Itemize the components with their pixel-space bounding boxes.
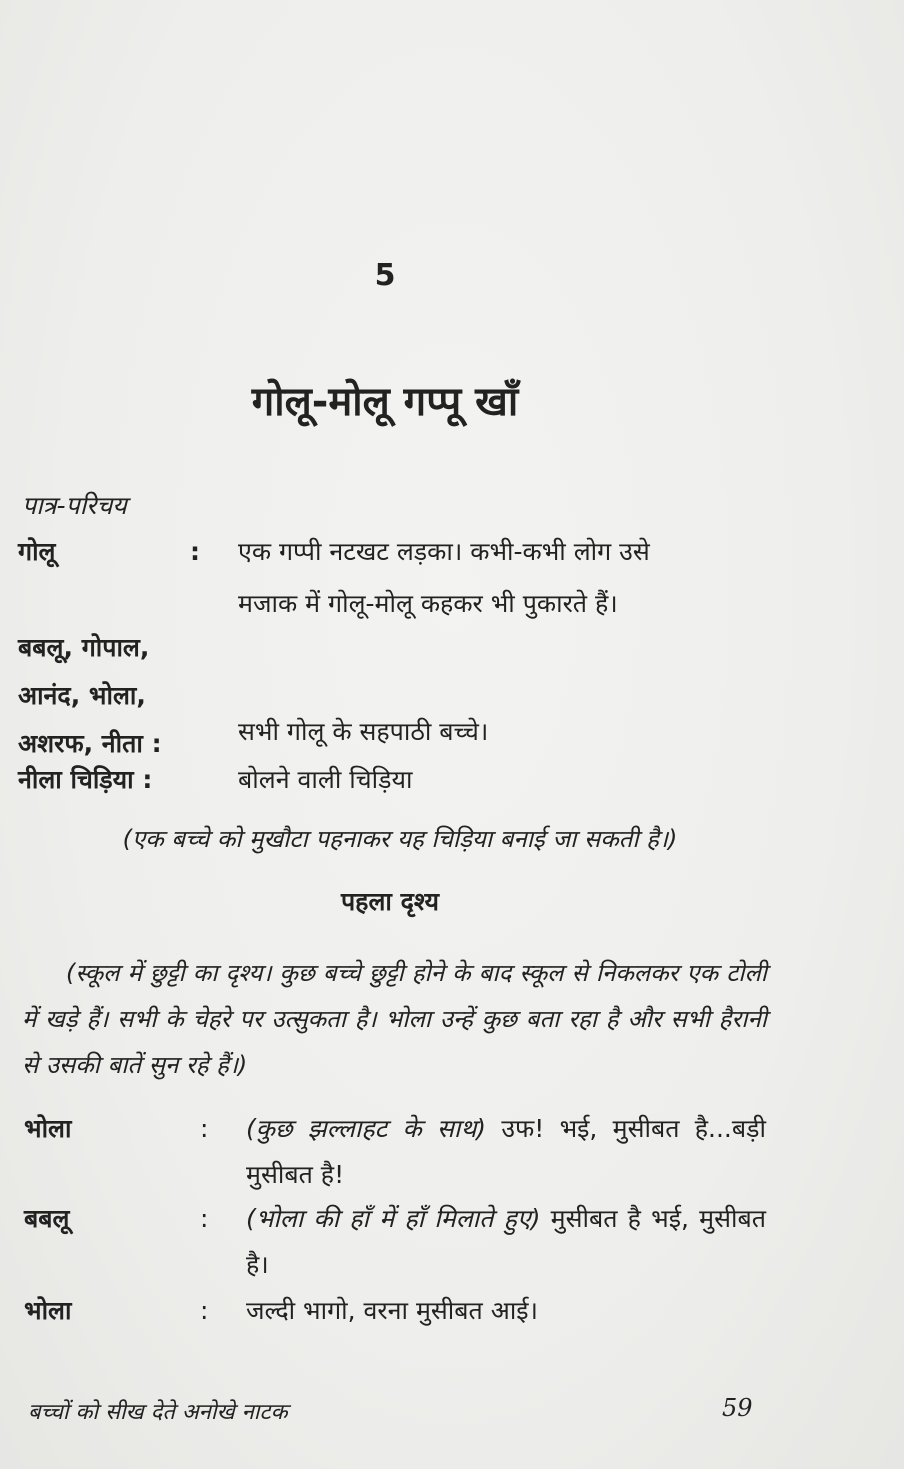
character-name: नीला चिड़िया : [18, 765, 153, 794]
page-number: 59 [722, 1394, 753, 1422]
dialogue-speech: मुसीबत है भई, मुसीबत है। [246, 1204, 766, 1279]
character-name: गोलू [18, 537, 56, 566]
dialogue-line [24, 1288, 769, 1334]
character-golu [18, 526, 778, 636]
character-classmates [18, 706, 778, 758]
dialogue-line [24, 1196, 769, 1288]
character-description: सभी गोलू के सहपाठी बच्चे। [238, 717, 489, 746]
footer-book-title: बच्चों को सीख देते अनोखे नाटक [28, 1400, 288, 1425]
chapter-number: 5 [374, 258, 396, 293]
classmates-name-line-1: बबलू, गोपाल, [18, 633, 150, 662]
dialogue-speech: जल्दी भागो, वरना मुसीबत आई। [246, 1296, 539, 1325]
speaker-name: भोला [24, 1296, 72, 1325]
dialogue-direction: (भोला की हाँ में हाँ मिलाते हुए) [246, 1204, 541, 1233]
stage-direction: (स्कूल में छुट्टी का दृश्य। कुछ बच्चे छुट्टी होने के बाद स्कूल से निकलकर एक टोली में खड़े हैं। सभी के चेहरे पर उत्सुकता है। भोला उन्हें कुछ बता रहा है और सभी हैरानी से उसकी बातें सुन रहे हैं।) [22, 959, 767, 1079]
dialogue-line [24, 1106, 769, 1198]
character-description [238, 526, 778, 630]
description-line-1: एक गप्पी नटखट लड़का। कभी-कभी लोग उसे [238, 537, 650, 566]
dialogue-direction: (कुछ झल्लाहट के साथ) [246, 1114, 487, 1143]
speaker-name: बबलू [24, 1204, 70, 1233]
character-bird [18, 754, 778, 806]
classmates-name-line-3: अशरफ, नीता : [18, 729, 162, 758]
character-description: बोलने वाली चिड़िया [238, 765, 413, 794]
characters-heading: पात्र-परिचय [22, 491, 127, 520]
dialogue-text [246, 1288, 766, 1334]
classmates-name-line-2: आनंद, भोला, [18, 681, 146, 710]
dialogue-speech: उफ! भई, मुसीबत है...बड़ी मुसीबत है! [246, 1114, 767, 1189]
dialogue-colon: : [200, 1296, 209, 1325]
dialogue-colon: : [200, 1204, 209, 1233]
scene-heading: पहला दृश्य [340, 887, 439, 916]
dialogue-text [246, 1106, 766, 1198]
dialogue-colon: : [200, 1114, 209, 1143]
chapter-title: गोलू-मोलू गप्पू खाँ [251, 379, 519, 425]
speaker-name: भोला [24, 1114, 72, 1143]
description-line-2: मजाक में गोलू-मोलू कहकर भी पुकारते हैं। [238, 589, 618, 618]
character-colon: : [190, 537, 200, 566]
dialogue-text [246, 1196, 766, 1288]
character-note: (एक बच्चे को मुखौटा पहनाकर यह चिड़िया बनाई जा सकती है।) [122, 825, 678, 853]
